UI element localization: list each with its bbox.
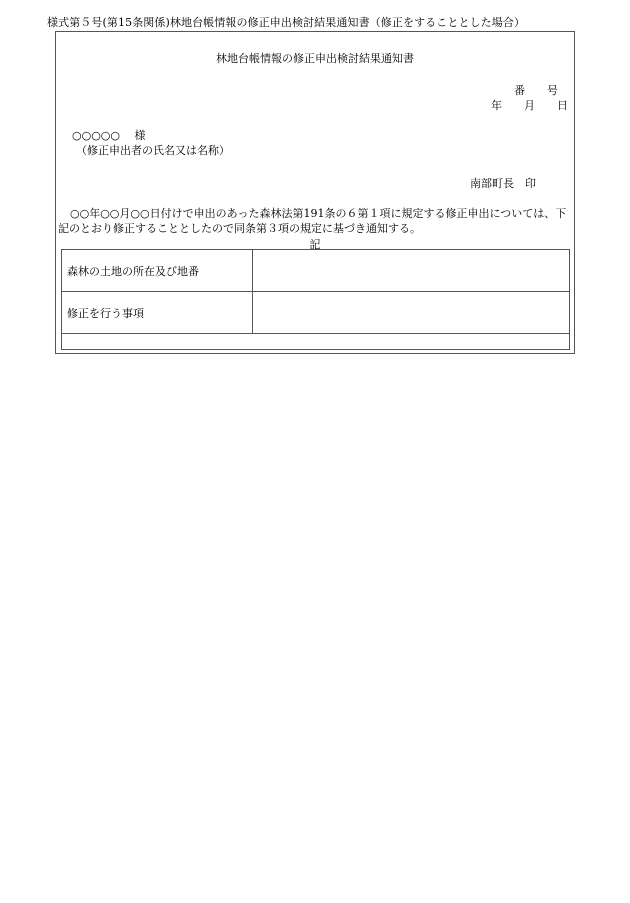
table-footer-cell <box>62 334 570 350</box>
detail-table <box>61 249 570 350</box>
document-title: 林地台帳情報の修正申出検討結果通知書 <box>216 52 414 65</box>
table-row <box>62 250 570 292</box>
form-header: 様式第５号(第15条関係)林地台帳情報の修正申出検討結果通知書（修正をすることとした場合） <box>47 16 526 29</box>
issue-date: 年 月 日 <box>491 99 568 112</box>
reference-number: 番 号 <box>514 84 558 97</box>
addressee-note: （修正申出者の氏名又は名称） <box>76 144 230 157</box>
table-value-correction <box>253 292 570 334</box>
table-footer-row <box>62 334 570 350</box>
table-row <box>62 292 570 334</box>
body-text: ○○年○○月○○日付けで申出のあった森林法第191条の６第１項に規定する修正申出については、下記のとおり修正することとしたので同条第３項の規定に基づき通知する。 <box>58 207 567 235</box>
table-value-location <box>253 250 570 292</box>
document-frame <box>55 31 575 354</box>
table-label-correction: 修正を行う事項 <box>62 292 253 334</box>
ki-heading: 記 <box>309 238 321 251</box>
addressee: ○○○○○ 様 <box>72 129 146 142</box>
table-label-location: 森林の土地の所在及び地番 <box>62 250 253 292</box>
sender-signature: 南部町長 印 <box>470 177 536 190</box>
